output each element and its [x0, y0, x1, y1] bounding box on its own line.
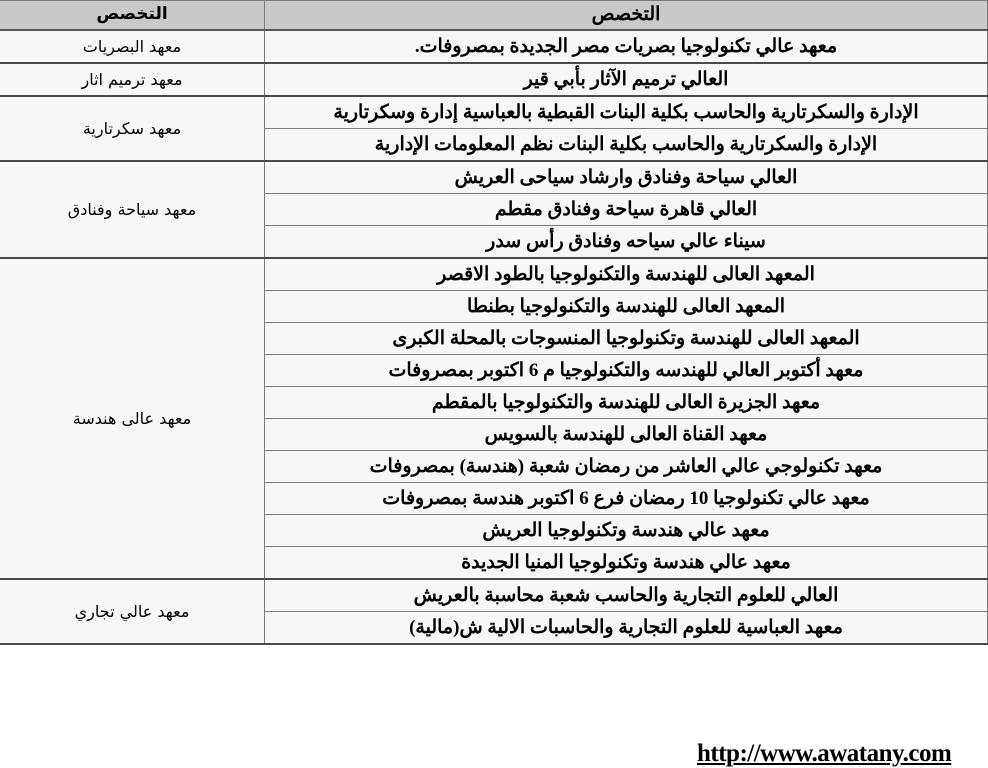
specialization-cell: العالي للعلوم التجارية والحاسب شعبة محاسبة بالعريش — [265, 579, 988, 612]
specialization-cell: المعهد العالى للهندسة والتكنولوجيا بطنطا — [265, 291, 988, 323]
specialization-cell: معهد عالي تكنولوجيا بصريات مصر الجديدة بمصروفات. — [265, 30, 988, 63]
specialization-cell: الإدارة والسكرتارية والحاسب بكلية البنات نظم المعلومات الإدارية — [265, 129, 988, 162]
specialization-cell: المعهد العالى للهندسة وتكنولوجيا المنسوجات بالمحلة الكبرى — [265, 323, 988, 355]
specialization-cell: معهد العباسية للعلوم التجارية والحاسبات الالية ش(مالية) — [265, 612, 988, 645]
specialization-cell: معهد عالي هندسة وتكنولوجيا العريش — [265, 515, 988, 547]
specialization-cell: معهد تكنولوجي عالي العاشر من رمضان شعبة (هندسة) بمصروفات — [265, 451, 988, 483]
table-row — [0, 30, 988, 63]
specialization-cell: العالي سياحة وفنادق وارشاد سياحى العريش — [265, 161, 988, 194]
table-body — [0, 30, 988, 644]
category-cell: معهد ترميم اثار — [0, 63, 265, 96]
specialization-cell: معهد أكتوبر العالي للهندسه والتكنولوجيا م 6 اكتوبر بمصروفات — [265, 355, 988, 387]
specialization-cell: العالي قاهرة سياحة وفنادق مقطم — [265, 194, 988, 226]
column-header-specialization: التخصص — [265, 1, 988, 31]
specialization-cell: معهد عالي تكنولوجيا 10 رمضان فرع 6 اكتوبر هندسة بمصروفات — [265, 483, 988, 515]
table-row — [0, 161, 988, 194]
category-cell: معهد سياحة وفنادق — [0, 161, 265, 258]
table-row — [0, 96, 988, 129]
table-row — [0, 258, 988, 291]
specialization-cell: العالي ترميم الآثار بأبي قير — [265, 63, 988, 96]
table-row — [0, 63, 988, 96]
table-header — [0, 1, 988, 31]
specialization-cell: معهد عالي هندسة وتكنولوجيا المنيا الجديدة — [265, 547, 988, 580]
specialization-cell: معهد القناة العالى للهندسة بالسويس — [265, 419, 988, 451]
site-watermark: http://www.awatany.com — [697, 740, 952, 767]
category-cell: معهد البصريات — [0, 30, 265, 63]
category-cell: معهد عالي تجاري — [0, 579, 265, 644]
category-cell: معهد سكرتارية — [0, 96, 265, 161]
specialization-cell: المعهد العالى للهندسة والتكنولوجيا بالطود الاقصر — [265, 258, 988, 291]
specialization-cell: معهد الجزيرة العالى للهندسة والتكنولوجيا بالمقطم — [265, 387, 988, 419]
column-header-category: التخصص — [0, 1, 265, 31]
table-header-row — [0, 1, 988, 31]
specialization-cell: الإدارة والسكرتارية والحاسب بكلية البنات القبطية بالعباسية إدارة وسكرتارية — [265, 96, 988, 129]
table-row — [0, 579, 988, 612]
category-cell: معهد عالى هندسة — [0, 258, 265, 579]
specialization-cell: سيناء عالي سياحه وفنادق رأس سدر — [265, 226, 988, 259]
